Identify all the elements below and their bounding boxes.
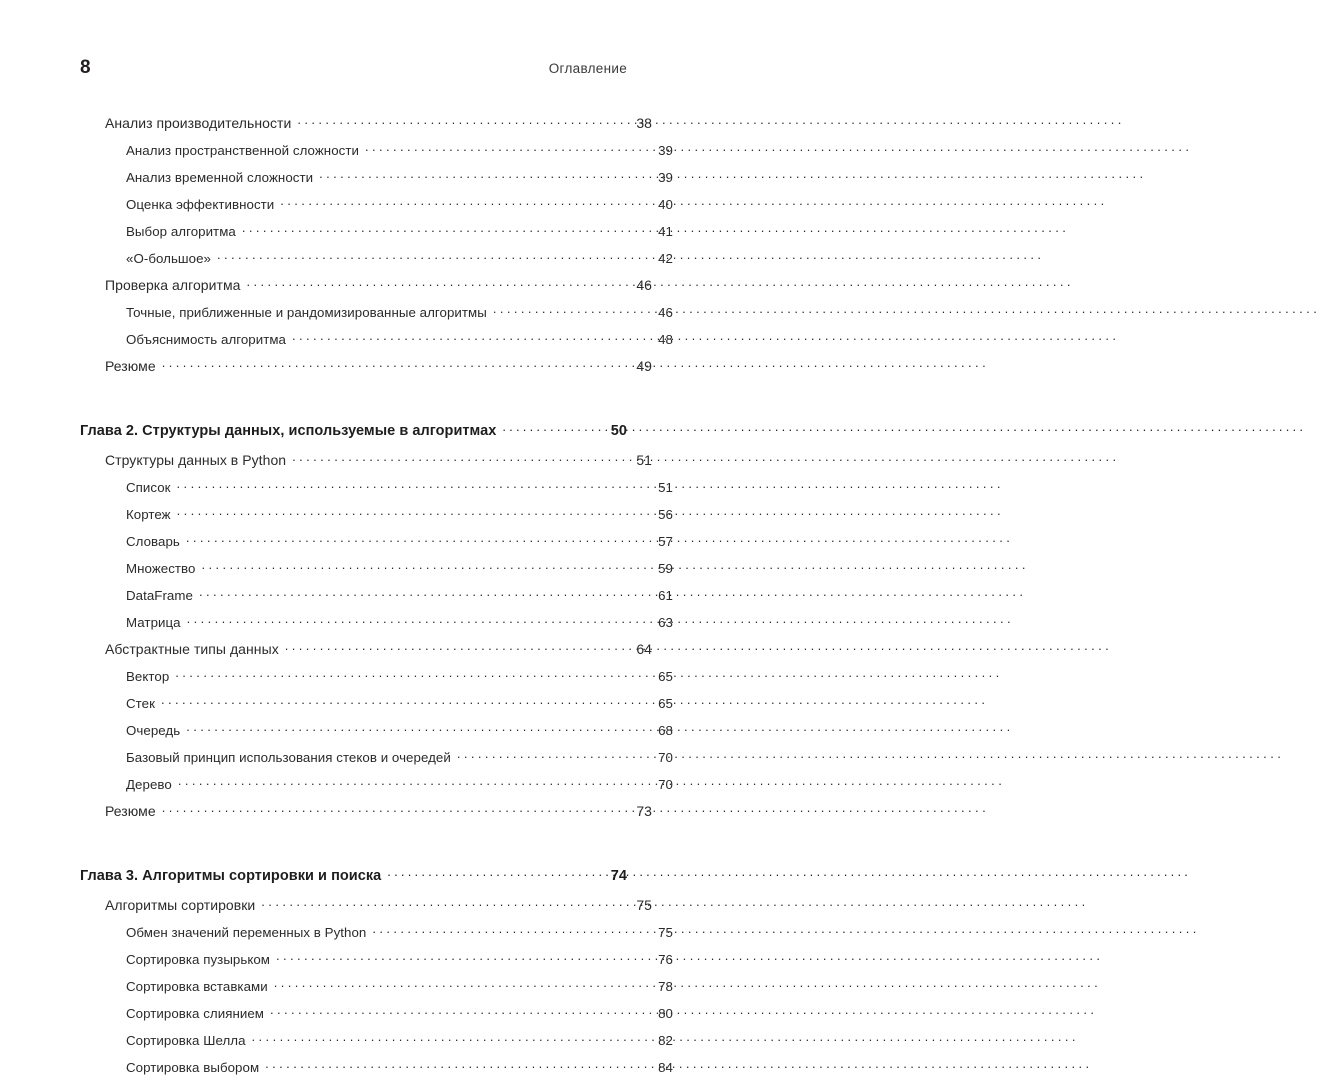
toc-entry-page-number: 61 [658,588,673,603]
dot-leader [372,921,648,937]
toc-entry[interactable] [105,894,652,921]
toc-entry-page-number: 74 [610,868,627,884]
toc-entry-page-number: 46 [658,305,673,320]
dot-leader [261,894,627,910]
toc-entry[interactable] [126,1002,673,1029]
toc-entry[interactable] [126,557,673,584]
toc-entry-page-number: 65 [658,669,673,684]
toc-entry-page-number: 51 [658,480,673,495]
toc-entry-page-number: 63 [658,615,673,630]
toc-entry-page-number: 84 [658,1060,673,1075]
toc-entry[interactable] [126,247,673,274]
toc-entry-title: Анализ пространственной сложности [126,143,359,158]
dot-leader [285,638,627,654]
toc-entry-page-number: 41 [658,224,673,239]
toc-entry-page-number: 70 [658,750,673,765]
toc-entry-title: Проверка алгоритма [105,277,241,293]
dot-leader [280,193,648,209]
toc-entry-page-number: 49 [636,358,652,374]
toc-entry-title: Вектор [126,669,170,684]
toc-entry-title: «О-большое» [126,251,211,266]
toc-entry-title: Сортировка пузырьком [126,952,270,967]
toc-entry[interactable] [105,355,652,382]
toc-entry[interactable] [126,328,673,355]
toc-entry-page-number: 56 [658,507,673,522]
toc-entry[interactable] [126,503,673,530]
toc-entry-page-number: 68 [658,723,673,738]
dot-leader [265,1056,648,1072]
toc-entry-page-number: 73 [636,803,652,819]
dot-leader [493,301,648,317]
toc-entry[interactable] [105,800,652,827]
toc-entry-page-number: 40 [658,197,673,212]
toc-entry[interactable] [126,166,673,193]
dot-leader [246,274,627,290]
dot-leader [276,948,648,964]
dot-leader [161,692,648,708]
toc-entry-page-number: 39 [658,170,673,185]
running-head [80,58,627,88]
toc-entry[interactable] [126,692,673,719]
dot-leader [201,557,648,573]
dot-leader [186,530,648,546]
toc-entry-page-number: 64 [636,641,652,657]
toc-entry-page-number: 78 [658,979,673,994]
toc-entry-title: Сортировка Шелла [126,1033,246,1048]
dot-leader [177,503,648,519]
dot-leader [252,1029,648,1045]
toc-entry[interactable] [105,449,652,476]
toc-chapter-entry[interactable] [80,419,627,449]
toc-entry-page-number: 65 [658,696,673,711]
toc-entry-title: DataFrame [126,588,193,603]
toc-entry-page-number: 48 [658,332,673,347]
toc-entry-page-number: 46 [636,277,652,293]
toc-chapter-entry[interactable] [80,864,627,894]
toc-entry-title: Обмен значений переменных в Python [126,925,367,940]
dot-leader [365,139,648,155]
toc-entry-title: Объяснимость алгоритма [126,332,286,347]
toc-entry-title: Оценка эффективности [126,197,275,212]
dot-leader [242,220,648,236]
toc-entry[interactable] [126,948,673,975]
dot-leader [319,166,648,182]
toc-entry[interactable] [126,719,673,746]
toc-entry-title: Список [126,480,171,495]
toc-entry-page-number: 76 [658,952,673,967]
toc-entry-title: Дерево [126,777,172,792]
toc-entry[interactable] [105,638,652,665]
toc-entry[interactable] [126,773,673,800]
toc-entry[interactable] [126,139,673,166]
toc-entry-title: Резюме [105,358,156,374]
toc-entry-page-number: 51 [636,452,652,468]
toc-entry-page-number: 70 [658,777,673,792]
table-of-contents [80,112,673,1083]
toc-entry[interactable] [126,301,673,328]
toc-entry[interactable] [126,584,673,611]
dot-leader [178,773,648,789]
running-head-title: Оглавление [548,61,627,76]
toc-entry[interactable] [105,274,652,301]
toc-entry-title: Очередь [126,723,181,738]
page-folio-number: 8 [80,57,91,78]
dot-leader [199,584,648,600]
dot-leader [175,665,648,681]
dot-leader [457,746,648,762]
toc-entry-title: Алгоритмы сортировки [105,897,256,913]
toc-entry-title: Анализ временной сложности [126,170,314,185]
toc-entry-page-number: 57 [658,534,673,549]
dot-leader [187,611,648,627]
toc-entry-title: Абстрактные типы данных [105,641,279,657]
dot-leader [274,975,648,991]
toc-entry[interactable] [126,665,673,692]
toc-entry-page-number: 75 [636,897,652,913]
section-spacer [80,382,627,419]
toc-entry-title: Анализ производительности [105,115,292,131]
toc-entry-page-number: 75 [658,925,673,940]
toc-entry[interactable] [126,921,673,948]
toc-entry-page-number: 59 [658,561,673,576]
toc-entry-title: Сортировка слиянием [126,1006,264,1021]
toc-entry[interactable] [126,220,673,247]
dot-leader [217,247,648,263]
toc-entry-title: Матрица [126,615,181,630]
toc-entry-page-number: 80 [658,1006,673,1021]
toc-entry-title: Точные, приближенные и рандомизированные алгоритмы [126,305,487,320]
toc-entry-title: Множество [126,561,196,576]
toc-entry-title: Сортировка выбором [126,1060,260,1075]
toc-entry[interactable] [126,975,673,1002]
toc-entry[interactable] [126,746,673,773]
dot-leader [297,112,627,128]
toc-entry-title: Резюме [105,803,156,819]
dot-leader [162,800,627,816]
toc-entry-title: Сортировка вставками [126,979,268,994]
toc-entry[interactable] [126,530,673,557]
toc-entry-title: Стек [126,696,155,711]
dot-leader [502,419,602,435]
toc-entry[interactable] [126,611,673,638]
toc-entry-page-number: 50 [610,423,627,439]
toc-entry-title: Базовый принцип использования стеков и очередей [126,750,451,765]
dot-leader [292,328,648,344]
toc-entry-title: Структуры данных в Python [105,452,287,468]
toc-entry-title: Кортеж [126,507,171,522]
toc-entry-title: Словарь [126,534,180,549]
dot-leader [186,719,648,735]
toc-entry[interactable] [126,193,673,220]
dot-leader [387,864,602,880]
toc-entry-page-number: 39 [658,143,673,158]
toc-entry-page-number: 42 [658,251,673,266]
toc-entry[interactable] [126,1056,673,1083]
dot-leader [270,1002,648,1018]
toc-entry-title: Выбор алгоритма [126,224,236,239]
section-spacer [80,827,627,864]
toc-entry-title: Глава 2. Структуры данных, используемые в алгоритмах [80,423,497,439]
dot-leader [177,476,648,492]
dot-leader [162,355,627,371]
toc-entry-page-number: 38 [636,115,652,131]
dot-leader [292,449,627,465]
toc-entry[interactable] [126,476,673,503]
toc-entry-page-number: 82 [658,1033,673,1048]
toc-entry-title: Глава 3. Алгоритмы сортировки и поиска [80,868,382,884]
toc-entry[interactable] [105,112,652,139]
toc-entry[interactable] [126,1029,673,1056]
